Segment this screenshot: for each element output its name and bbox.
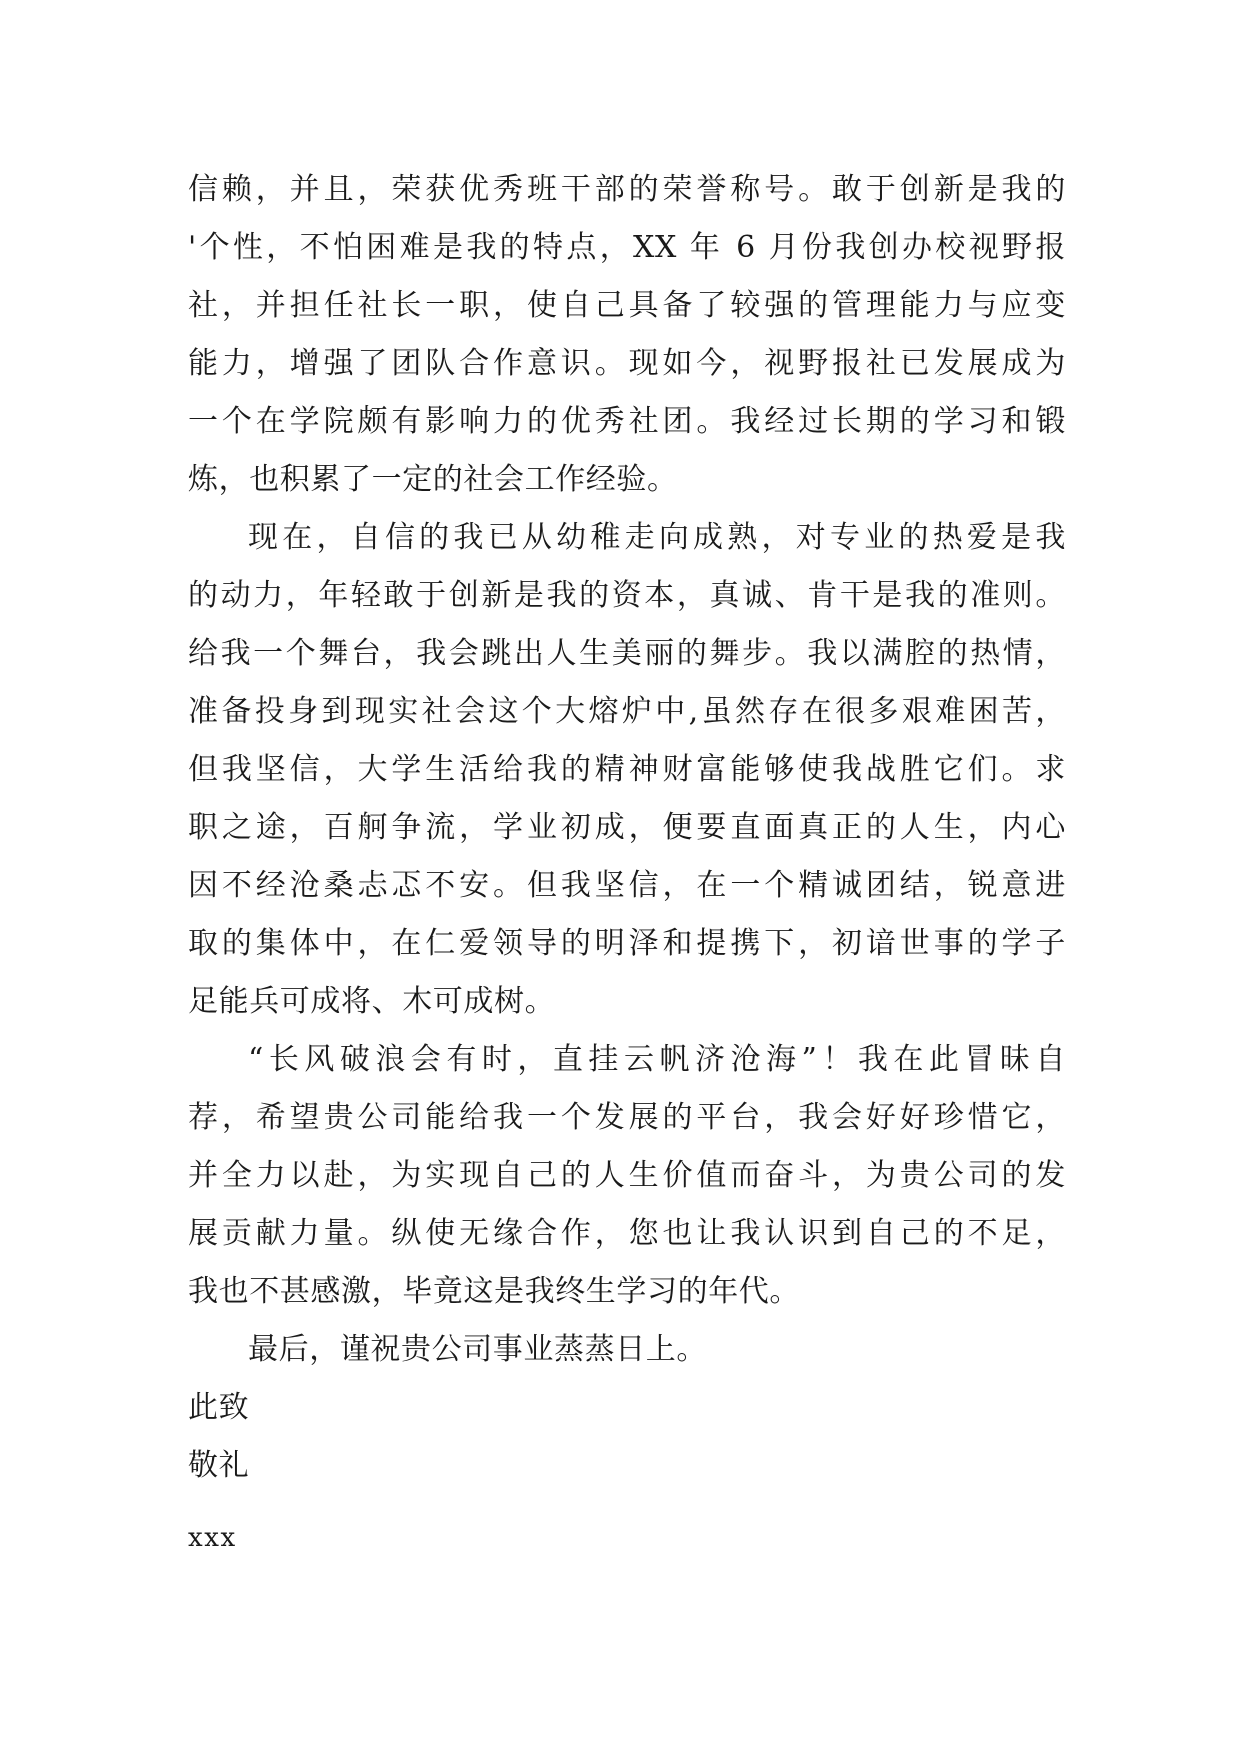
text-line: 社，并担任社长一职，使自己具备了较强的管理能力与应变 <box>188 288 1066 323</box>
text-line: 荐，希望贵公司能给我一个发展的平台，我会好好珍惜它， <box>188 1100 1066 1135</box>
text-line: 我也不甚感激，毕竟这是我终生学习的年代。 <box>188 1274 800 1309</box>
letter-body <box>188 161 1066 1567</box>
text-line: 能力，增强了团队合作意识。现如今，视野报社已发展成为 <box>188 346 1066 381</box>
text-line: 准备投身到现实社会这个大熔炉中,虽然存在很多艰难困苦， <box>188 694 1066 729</box>
text-line: 给我一个舞台，我会跳出人生美丽的舞步。我以满腔的热情， <box>188 636 1066 671</box>
text-line: 取的集体中，在仁爱领导的明泽和提携下，初谙世事的学子 <box>188 926 1066 961</box>
text-line: 现在，自信的我已从幼稚走向成熟，对专业的热爱是我 <box>248 520 1066 555</box>
text-line: 一个在学院颇有影响力的优秀社团。我经过长期的学习和锻 <box>188 404 1066 439</box>
text-line: 信赖，并且，荣获优秀班干部的荣誉称号。敢于创新是我的 <box>188 172 1066 207</box>
text-line: 因不经沧桑忐忑不安。但我坚信，在一个精诚团结，锐意进 <box>188 868 1066 903</box>
text-line: 展贡献力量。纵使无缘合作，您也让我认识到自己的不足， <box>188 1216 1066 1251</box>
text-line: 并全力以赴，为实现自己的人生价值而奋斗，为贵公司的发 <box>188 1158 1066 1193</box>
salutation: 此致 <box>188 1390 250 1425</box>
text-line: “长风破浪会有时，直挂云帆济沧海”！我在此冒昧自 <box>248 1042 1066 1077</box>
text-line: 职之途，百舸争流，学业初成，便要直面真正的人生，内心 <box>188 810 1066 845</box>
text-line: 但我坚信，大学生活给我的精神财富能够使我战胜它们。求 <box>188 752 1066 787</box>
paragraph-4 <box>188 1321 1066 1379</box>
text-line: 的动力，年轻敢于创新是我的资本，真诚、肯干是我的准则。 <box>188 578 1066 613</box>
text-line: '个性，不怕困难是我的特点，XX 年 6 月份我创办校视野报 <box>188 230 1066 265</box>
paragraph-3 <box>188 1031 1066 1321</box>
text-line: 炼，也积累了一定的社会工作经验。 <box>188 462 678 497</box>
closing-block <box>188 1379 1066 1567</box>
paragraph-2 <box>188 509 1066 1031</box>
text-line: 最后，谨祝贵公司事业蒸蒸日上。 <box>248 1332 707 1367</box>
text-line: 足能兵可成将、木可成树。 <box>188 984 556 1019</box>
paragraph-1 <box>188 161 1066 509</box>
signature: xxx <box>188 1523 237 1553</box>
regards: 敬礼 <box>188 1448 250 1483</box>
